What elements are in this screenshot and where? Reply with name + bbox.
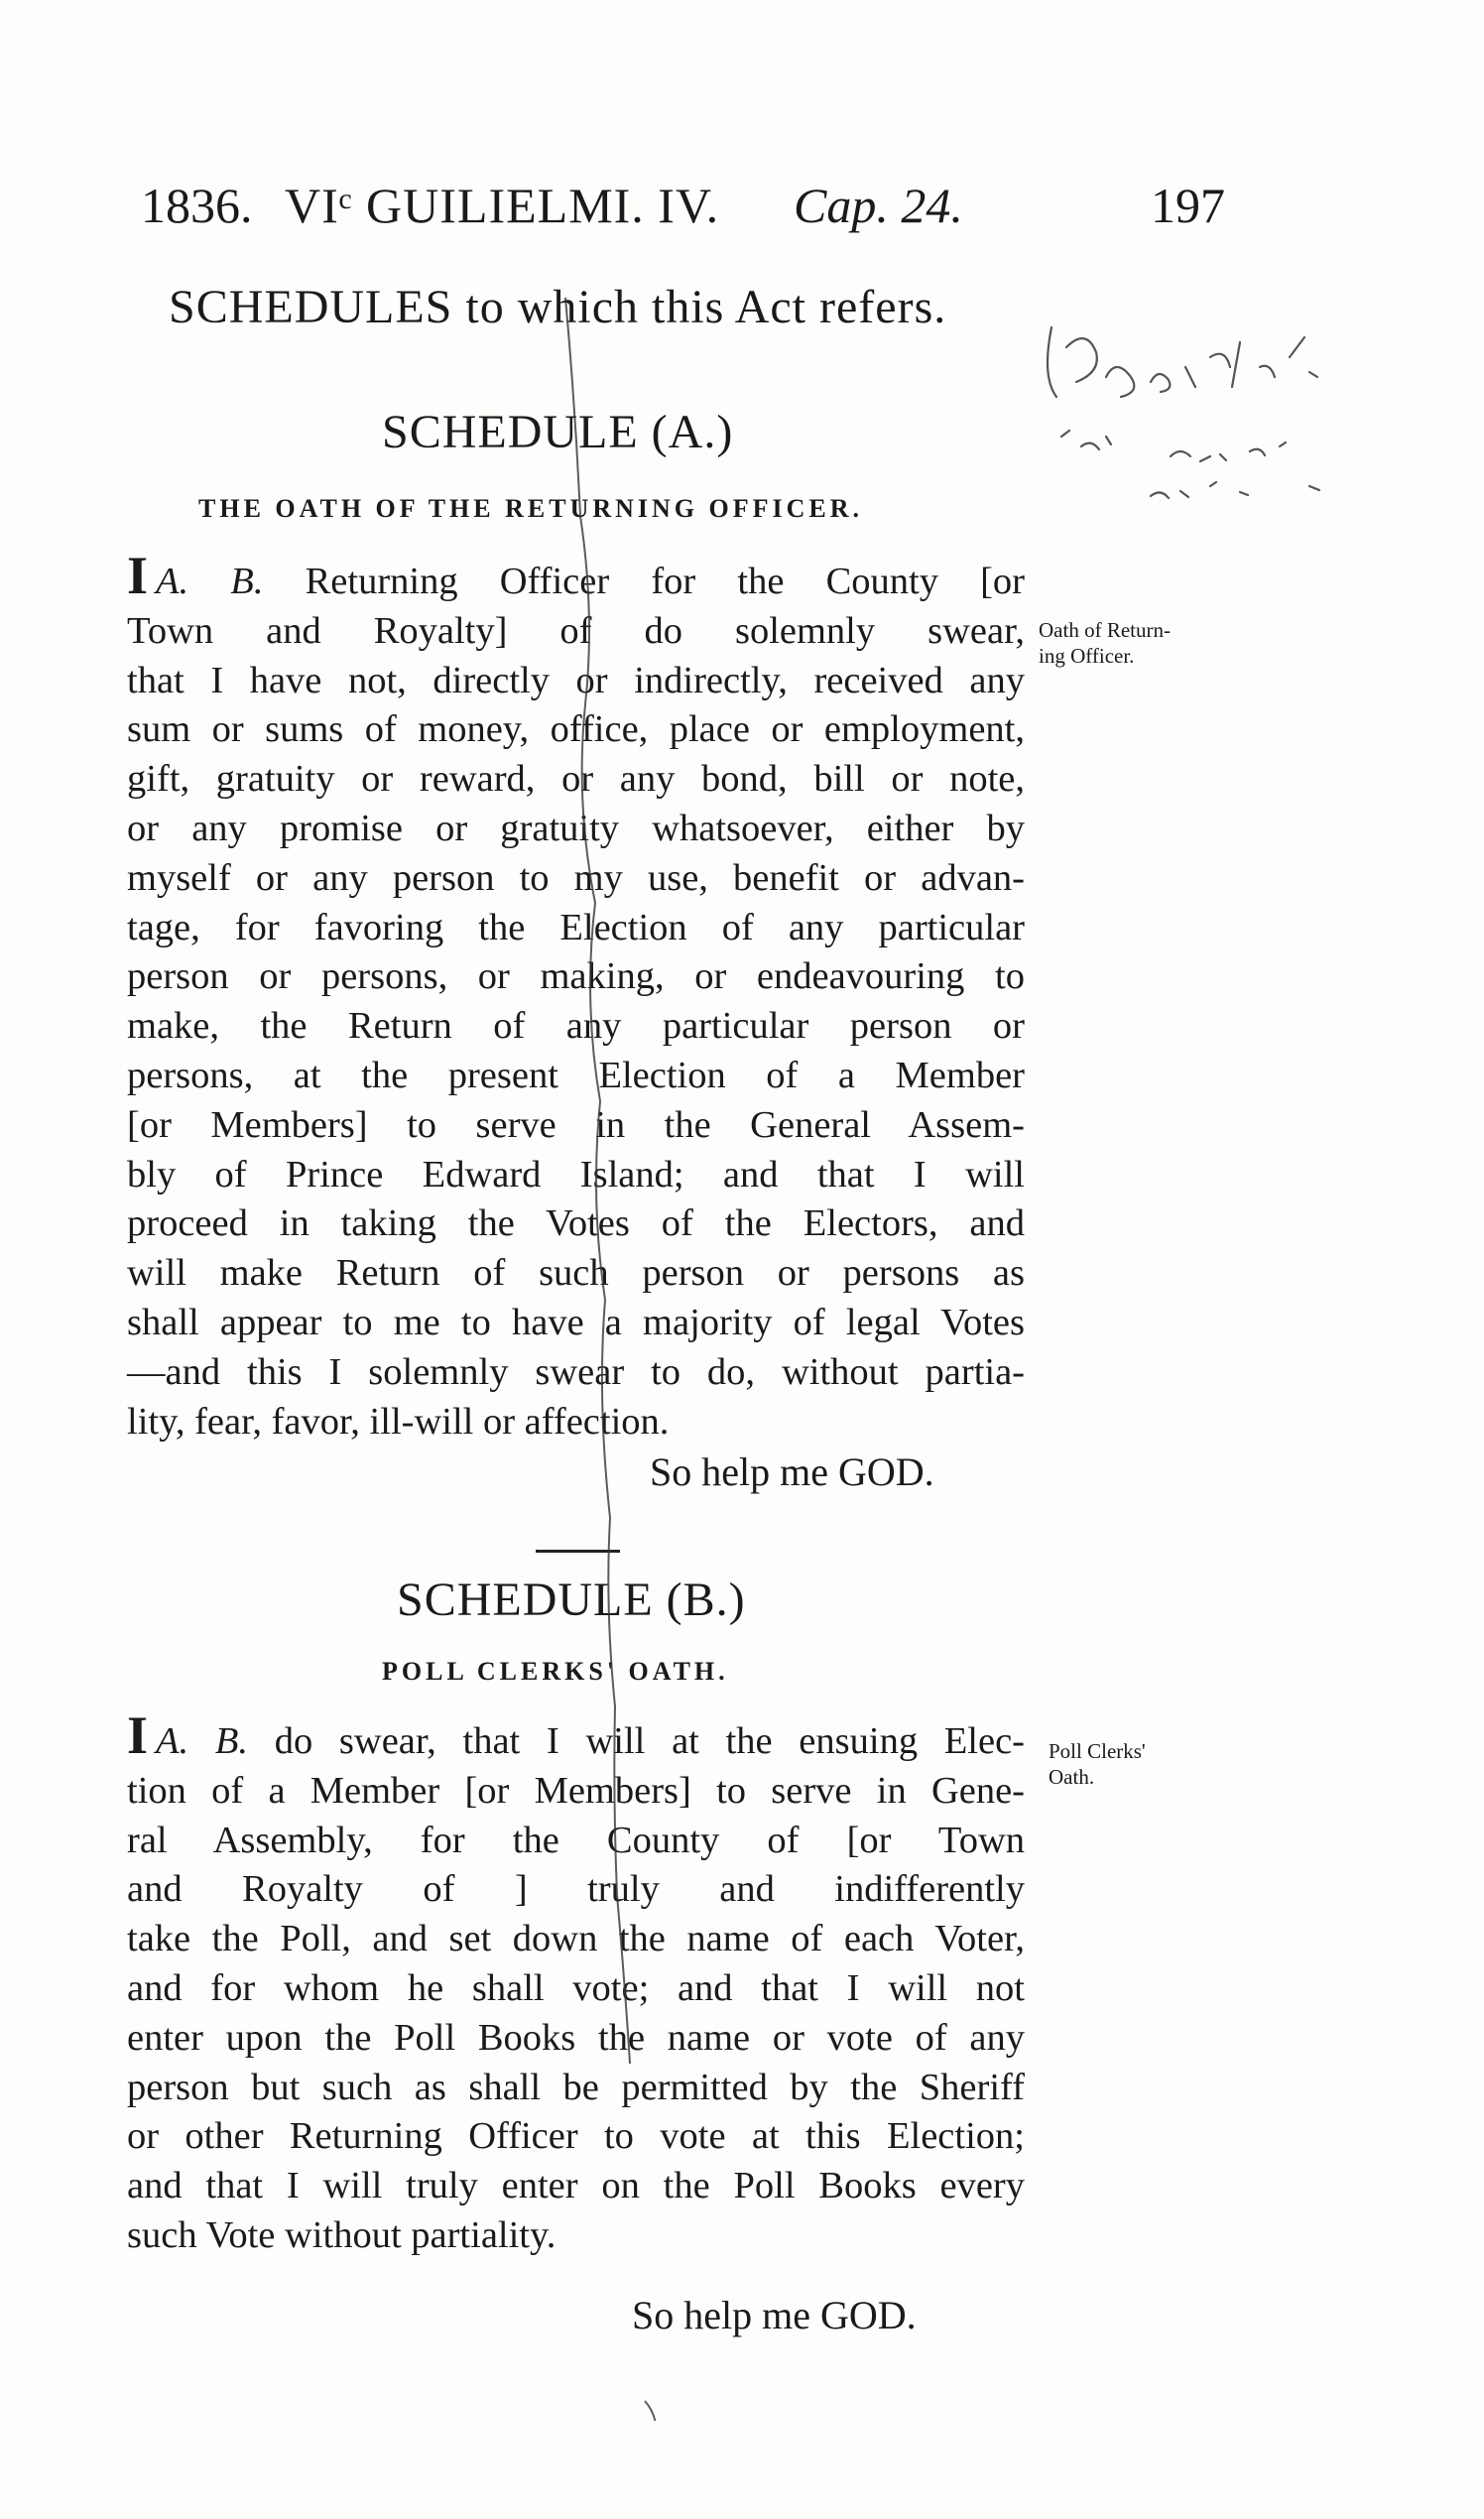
schedule-b-line: or other Returning Officer to vote at this Election; <box>127 2115 1025 2158</box>
schedule-a-line: shall appear to me to have a majority of legal Votes <box>127 1301 1025 1343</box>
schedule-a-line: gift, gratuity or reward, or any bond, bill or note, <box>127 758 1025 801</box>
schedule-b-line: and Royalty of ] truly and indifferently <box>127 1868 1025 1911</box>
page-number: 197 <box>1151 178 1225 233</box>
margin-note-line: Oath. <box>1049 1765 1095 1789</box>
schedule-a-line: persons, at the present Election of a Member <box>127 1054 1025 1096</box>
header-reign: VIᶜ GUILIELMI. IV. <box>285 178 720 233</box>
schedule-a-heading: SCHEDULE (A.) <box>382 406 734 458</box>
schedule-b-line: and for whom he shall vote; and that I will not <box>127 1966 1025 2009</box>
margin-note-returning-officer <box>1039 617 1171 669</box>
schedule-a-line: lity, fear, favor, ill-will or affection. <box>127 1400 670 1443</box>
placeholder-name: A. B. <box>156 561 264 602</box>
schedule-a-line: myself or any person to my use, benefit or advan- <box>127 856 1025 899</box>
margin-note-poll-clerks <box>1049 1738 1146 1790</box>
schedule-a-line: make, the Return of any particular person or <box>127 1005 1025 1048</box>
schedule-a-line: person or persons, or making, or endeavouring to <box>127 955 1025 998</box>
header-year: 1836. <box>141 178 253 233</box>
schedule-b-line: person but such as shall be permitted by the Sheriff <box>127 2066 1025 2108</box>
schedule-a-subheading: THE OATH OF THE RETURNING OFFICER. <box>198 494 864 523</box>
pen-stroke-mark <box>536 288 714 2421</box>
schedule-a-line: proceed in taking the Votes of the Electors, and <box>127 1202 1025 1245</box>
schedule-b-closing: So help me GOD. <box>632 2293 917 2337</box>
schedule-a-line: —and this I solemnly swear to do, without partia- <box>127 1350 1025 1393</box>
schedule-b-subheading: POLL CLERKS' OATH. <box>382 1657 729 1686</box>
schedule-b-line: ral Assembly, for the County of [or Town <box>127 1819 1025 1861</box>
placeholder-name: A. B. <box>156 1720 249 1762</box>
schedule-a-line: tage, for favoring the Election of any particular <box>127 906 1025 948</box>
margin-note-line: ing Officer. <box>1039 644 1135 668</box>
drop-cap: I <box>127 1705 149 1765</box>
header-chapter: Cap. 24. <box>794 178 963 233</box>
schedule-b-line: such Vote without partiality. <box>127 2213 556 2256</box>
schedule-a-line-text: A. B. Returning Officer for the County [or <box>156 561 1025 602</box>
schedule-a-line: [or Members] to serve in the General Assem- <box>127 1103 1025 1146</box>
schedule-b-line-text: A. B. do swear, that I will at the ensuing Elec- <box>156 1720 1025 1762</box>
drop-cap: I <box>127 546 149 605</box>
schedule-a-line: will make Return of such person or persons as <box>127 1252 1025 1295</box>
schedule-a-line: Town and Royalty] of do solemnly swear, <box>127 609 1025 652</box>
schedule-a-line: bly of Prince Edward Island; and that I will <box>127 1153 1025 1196</box>
schedule-a-closing: So help me GOD. <box>650 1449 934 1494</box>
margin-note-line: Oath of Return- <box>1039 618 1171 642</box>
schedule-b-heading: SCHEDULE (B.) <box>397 1574 746 1626</box>
schedule-b-line: tion of a Member [or Members] to serve in Gene- <box>127 1769 1025 1812</box>
schedule-b-line: take the Poll, and set down the name of each Voter, <box>127 1918 1025 1960</box>
schedule-a-line: sum or sums of money, office, place or employment, <box>127 708 1025 751</box>
schedule-b-line: enter upon the Poll Books the name or vote of any <box>127 2016 1025 2059</box>
margin-note-line: Poll Clerks' <box>1049 1739 1146 1763</box>
schedule-a-line: that I have not, directly or indirectly, received any <box>127 659 1025 701</box>
page-title: SCHEDULES to which this Act refers. <box>169 281 947 333</box>
schedule-a-line: or any promise or gratuity whatsoever, either by <box>127 807 1025 849</box>
schedule-b-line: and that I will truly enter on the Poll Books every <box>127 2165 1025 2207</box>
handwritten-annotation <box>1012 288 1389 516</box>
